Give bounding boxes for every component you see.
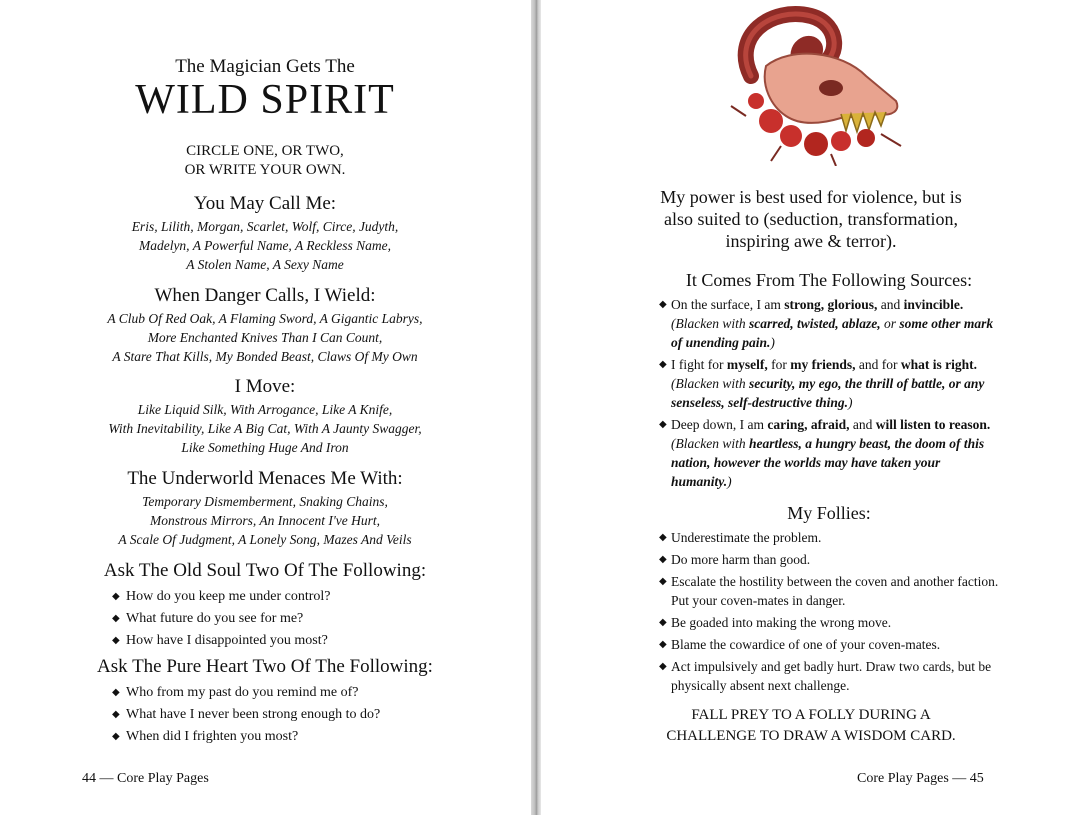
bullet-icon: ◆	[112, 709, 120, 720]
circle-note-line: CIRCLE ONE, OR TWO,	[186, 143, 344, 159]
section-line: Eris, Lilith, Morgan, Scarlet, Wolf, Circe, Judyth,	[131, 219, 399, 234]
ram-skull-illustration-icon	[691, 6, 921, 166]
section-movement	[0, 376, 530, 457]
list-item: ◆ How do you keep me under control?	[112, 586, 530, 608]
closing-line: FALL PREY TO A FOLLY DURING A	[691, 707, 931, 723]
section-heading: It Comes From The Following Sources:	[685, 270, 973, 290]
list-item: ◆ When did I frighten you most?	[112, 726, 530, 748]
list-item: ◆ Blame the cowardice of one of your coven-mates.	[659, 637, 941, 652]
bullet-icon: ◆	[659, 532, 667, 543]
bullet-icon: ◆	[112, 687, 120, 698]
section-heading: When Danger Calls, I Wield:	[154, 285, 376, 306]
section-menaces	[0, 468, 530, 549]
section-line: A Club Of Red Oak, A Flaming Sword, A Gigantic Labrys,	[107, 311, 423, 326]
section-line: More Enchanted Knives Than I Can Count,	[147, 330, 383, 345]
bullet-icon: ◆	[112, 731, 120, 742]
bullet-icon: ◆	[659, 419, 667, 430]
section-heading: Ask The Old Soul Two Of The Following:	[103, 560, 427, 581]
section-old-soul	[0, 560, 530, 652]
list-item: ◆ Who from my past do you remind me of?	[112, 682, 530, 704]
bullet-icon: ◆	[112, 635, 120, 646]
section-heading: The Underworld Menaces Me With:	[127, 468, 403, 489]
power-line: My power is best used for violence, but is	[660, 187, 962, 207]
bullet-icon: ◆	[659, 299, 667, 310]
section-line: A Stolen Name, A Sexy Name	[186, 257, 344, 272]
bullet-icon: ◆	[112, 591, 120, 602]
section-line: Like Liquid Silk, With Arrogance, Like A Knife,	[137, 402, 393, 417]
page-footer-right: Core Play Pages — 45	[857, 771, 984, 786]
right-page	[541, 0, 1079, 815]
list-item: ◆ Do more harm than good.	[659, 552, 811, 567]
section-pure-heart	[0, 656, 530, 748]
bullet-icon: ◆	[659, 617, 667, 628]
bullet-icon: ◆	[112, 613, 120, 624]
left-page	[0, 0, 530, 815]
page-footer-left: 44 — Core Play Pages	[82, 771, 209, 786]
list-item: ◆ On the surface, I am strong, glorious, and invincible. (Blacken with scarred, twisted, ablaze, or some other mark of unending pain.)	[659, 297, 994, 350]
bullet-icon: ◆	[659, 639, 667, 650]
list-item: ◆ Act impulsively and get badly hurt. Draw two cards, but be physically absent next challenge.	[659, 659, 992, 693]
power-line: inspiring awe & terror).	[725, 231, 897, 251]
list-item: ◆ What have I never been strong enough to do?	[112, 704, 530, 726]
section-weapons	[0, 285, 530, 366]
list-item: ◆ Deep down, I am caring, afraid, and will listen to reason. (Blacken with heartless, a hungry beast, the doom of this nation, however the worlds may have taken your humanity.)	[659, 417, 991, 489]
title-small: The Magician Gets The	[175, 56, 355, 77]
section-heading: My Follies:	[787, 503, 871, 523]
section-line: Monstrous Mirrors, An Innocent I've Hurt,	[150, 513, 380, 528]
bullet-icon: ◆	[659, 661, 667, 672]
closing-line: CHALLENGE TO DRAW A WISDOM CARD.	[666, 728, 956, 744]
list-item: ◆ Be goaded into making the wrong move.	[659, 615, 892, 630]
section-line: A Stare That Kills, My Bonded Beast, Claws Of My Own	[112, 349, 418, 364]
section-names	[0, 193, 530, 274]
section-heading: I Move:	[234, 376, 296, 397]
section-line: With Inevitability, Like A Big Cat, With A Jaunty Swagger,	[108, 421, 422, 436]
section-sources	[659, 270, 999, 494]
circle-note-line: OR WRITE YOUR OWN.	[184, 162, 346, 178]
bullet-icon: ◆	[659, 359, 667, 370]
section-line: A Scale Of Judgment, A Lonely Song, Mazes And Veils	[118, 532, 412, 547]
section-follies	[659, 503, 999, 698]
section-heading: Ask The Pure Heart Two Of The Following:	[97, 656, 433, 677]
section-line: Like Something Huge And Iron	[181, 440, 349, 455]
power-statement	[641, 186, 981, 252]
list-item: ◆ Escalate the hostility between the coven and another faction. Put your coven-mates in danger.	[659, 574, 999, 608]
page-gutter	[531, 0, 541, 815]
bullet-icon: ◆	[659, 554, 667, 565]
circle-note	[0, 142, 530, 180]
page-title: WILD SPIRIT	[135, 77, 395, 123]
list-item: ◆ What future do you see for me?	[112, 608, 530, 630]
list-item: ◆ How have I disappointed you most?	[112, 630, 530, 652]
section-heading: You May Call Me:	[193, 193, 337, 214]
list-item: ◆ I fight for myself, for my friends, and for what is right. (Blacken with security, my ego, the thrill of battle, or any senseless, self-destructive thing.)	[659, 357, 985, 410]
closing-instruction	[621, 705, 1001, 747]
list-item: ◆ Underestimate the problem.	[659, 530, 822, 545]
bullet-icon: ◆	[659, 576, 667, 587]
power-line: also suited to (seduction, transformation,	[664, 209, 958, 229]
section-line: Madelyn, A Powerful Name, A Reckless Name,	[138, 238, 392, 253]
section-line: Temporary Dismemberment, Snaking Chains,	[142, 494, 388, 509]
